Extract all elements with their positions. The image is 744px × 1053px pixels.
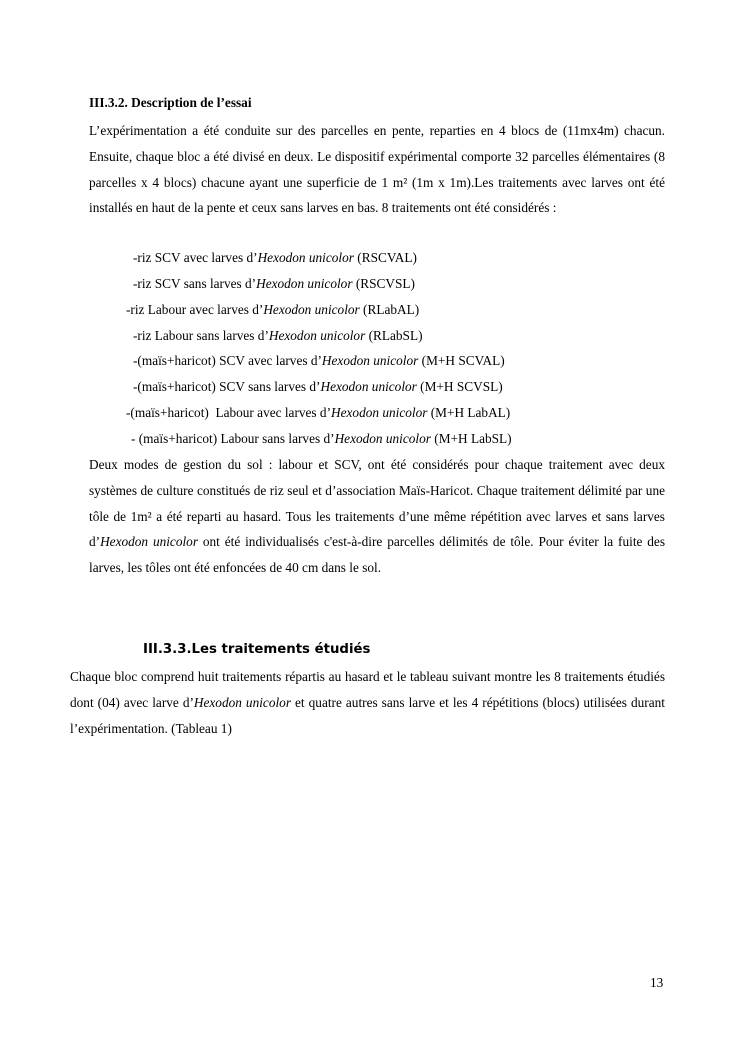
treatment-item: -riz SCV avec larves d’Hexodon unicolor (RSCVAL) — [133, 250, 417, 265]
treatment-item: - (maïs+haricot) Labour sans larves d’Hexodon unicolor (M+H LabSL) — [131, 431, 512, 446]
treatment-item: -riz Labour sans larves d’Hexodon unicolor (RLabSL) — [133, 328, 423, 343]
treatment-item: -riz Labour avec larves d’Hexodon unicolor (RLabAL) — [126, 302, 420, 317]
treatments-paragraph: Chaque bloc comprend huit traitements répartis au hasard et le tableau suivant montre les 8 traitements étudiés dont (04) avec larve d’Hexodon unicolor et quatre autres sans larve et les 4 répétitions (blocs) utilisées durant l’expérimentation. (Tableau 1) — [70, 669, 665, 736]
page-number: 13 — [650, 975, 664, 990]
treatment-item: -(maïs+haricot) SCV avec larves d’Hexodon unicolor (M+H SCVAL) — [133, 353, 505, 368]
description-paragraph: L’expérimentation a été conduite sur des parcelles en pente, reparties en 4 blocs de (11mx4m) chacun. Ensuite, chaque bloc a été divisé en deux. Le dispositif expérimental comporte 32 parcelles élémentaires (8 parcelles x 4 blocs) chacune ayant une superficie de 1 m² (1m x 1m).Les traitements avec larves ont été installés en haut de la pente et ceux sans larves en bas. 8 traitements ont été considérés : — [89, 123, 665, 216]
subsection-heading: III.3.3.Les traitements étudiés — [143, 642, 371, 657]
treatment-item: -riz SCV sans larves d’Hexodon unicolor (RSCVSL) — [133, 276, 415, 291]
treatment-item: -(maïs+haricot) SCV sans larves d’Hexodon unicolor (M+H SCVSL) — [133, 379, 503, 394]
treatment-item: -(maïs+haricot) Labour avec larves d’Hexodon unicolor (M+H LabAL) — [126, 405, 511, 420]
section-heading: III.3.2. Description de l’essai — [89, 95, 252, 110]
soil-management-paragraph: Deux modes de gestion du sol : labour et SCV, ont été considérés pour chaque traitement avec deux systèmes de culture constitués de riz seul et d’association Maïs-Haricot. Chaque traitement délimité par une tôle de 1m² a été reparti au hasard. Tous les traitements d’une même répétition avec larves et sans larves d’Hexodon unicolor ont été individualisés c'est-à-dire parcelles délimités de tôle. Pour éviter la fuite des larves, les tôles ont été enfoncées de 40 cm dans le sol. — [89, 457, 666, 576]
